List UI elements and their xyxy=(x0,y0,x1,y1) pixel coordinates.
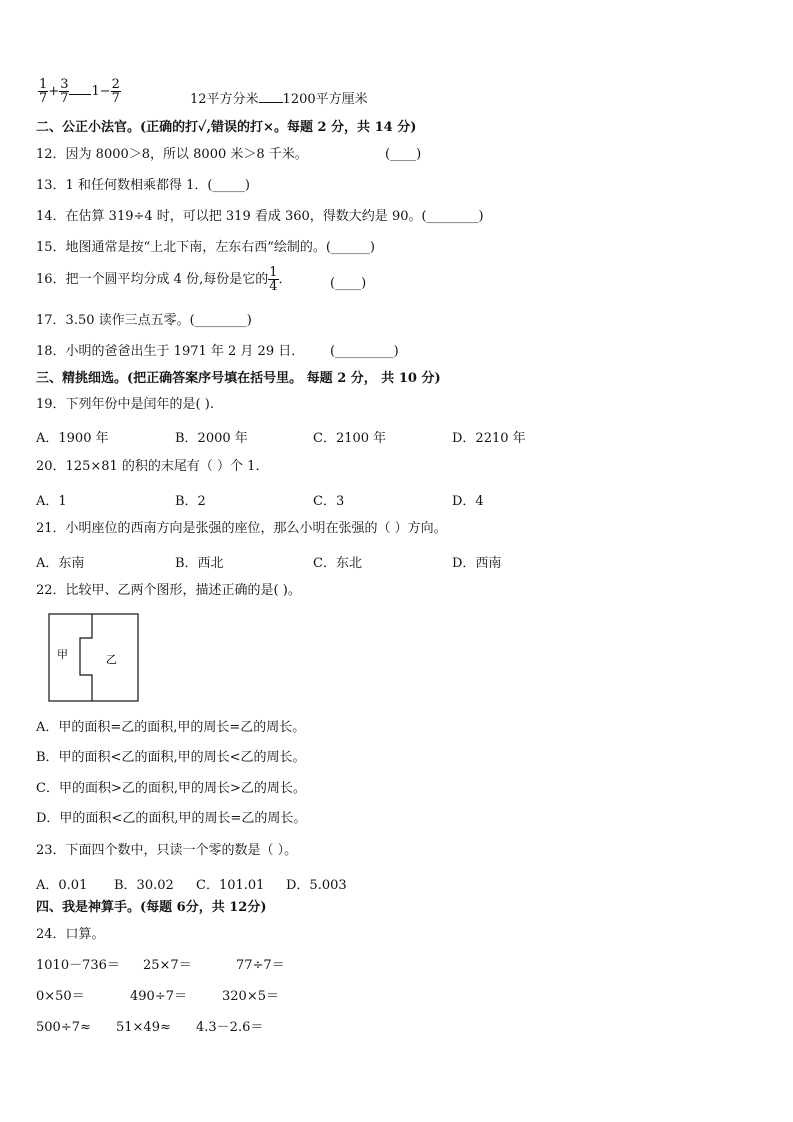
option-d[interactable]: D．西南 xyxy=(452,556,502,571)
answer-paren-18[interactable]: (_________) xyxy=(330,344,399,359)
option-c[interactable]: C．东北 xyxy=(313,556,362,571)
figure-divider xyxy=(80,614,92,701)
fraction-1-7: $\frac{1}{7}$ xyxy=(39,77,48,106)
answer-paren-16[interactable]: (____) xyxy=(330,276,367,291)
question-20: 20．125×81 的积的末尾有（ ）个 1． xyxy=(36,459,269,474)
option-b[interactable]: B．2000 年 xyxy=(175,431,248,446)
question-17: 17．3.50 读作三点五零。(________) xyxy=(36,313,252,328)
mental-math-item: 320×5＝ xyxy=(222,989,279,1004)
mental-math-item: 25×7＝ xyxy=(143,958,192,973)
shape-figure xyxy=(48,613,140,703)
fraction-3-7: $\frac{3}{7}$ xyxy=(60,77,69,106)
option-b[interactable]: B．甲的面积<乙的面积,甲的周长<乙的周长。 xyxy=(36,750,306,765)
question-18: 18．小明的爸爸出生于 1971 年 2 月 29 日． xyxy=(36,344,305,359)
question-23: 23．下面四个数中，只读一个零的数是（ ）。 xyxy=(36,843,298,858)
answer-blank[interactable] xyxy=(259,90,283,103)
option-c[interactable]: C．甲的面积>乙的面积,甲的周长>乙的周长。 xyxy=(36,781,306,796)
question-12: 12．因为 8000＞8，所以 8000 米＞8 千米。 xyxy=(36,147,308,162)
mental-math-item: 51×49≈ xyxy=(116,1020,171,1035)
plus-sign: + xyxy=(48,84,60,99)
option-d[interactable]: D．5.003 xyxy=(286,878,347,893)
option-d[interactable]: D．4 xyxy=(452,494,484,509)
fraction-2-7: $\frac{2}{7}$ xyxy=(111,77,120,106)
question-13: 13．1 和任何数相乘都得 1．(_____) xyxy=(36,178,250,193)
question-16: 16．把一个圆平均分成 4 份,每份是它的 $\frac{1}{4}$ ． xyxy=(36,265,292,294)
fraction-1-4: $\frac{1}{4}$ xyxy=(269,265,278,294)
figure-label-jia: 甲 xyxy=(57,648,68,661)
mental-math-item: 4.3－2.6＝ xyxy=(196,1020,264,1035)
option-a[interactable]: A．东南 xyxy=(36,556,85,571)
option-b[interactable]: B．2 xyxy=(175,494,206,509)
option-d[interactable]: D．甲的面积<乙的面积,甲的周长=乙的周长。 xyxy=(36,811,307,826)
mental-math-item: 490÷7＝ xyxy=(130,989,187,1004)
option-c[interactable]: C．101.01 xyxy=(196,878,265,893)
question-22: 22．比较甲、乙两个图形，描述正确的是( )。 xyxy=(36,583,301,598)
option-b[interactable]: B．西北 xyxy=(175,556,224,571)
option-a[interactable]: A．1900 年 xyxy=(36,431,109,446)
question-14: 14．在估算 319÷4 时，可以把 319 看成 360，得数大约是 90。(________) xyxy=(36,209,484,224)
mental-math-item: 77÷7＝ xyxy=(236,958,285,973)
option-a[interactable]: A．1 xyxy=(36,494,67,509)
answer-blank[interactable] xyxy=(69,82,91,95)
section-3-heading: 三、精挑细选。(把正确答案序号填在括号里。 每题 2 分， 共 10 分) xyxy=(36,371,441,386)
section-4-heading: 四、我是神算手。(每题 6分，共 12分) xyxy=(36,900,267,915)
one-minus: 1− xyxy=(91,84,111,99)
option-a[interactable]: A．0.01 xyxy=(36,878,88,893)
option-c[interactable]: C．3 xyxy=(313,494,345,509)
top-compare-row xyxy=(38,78,121,105)
section-2-heading: 二、公正小法官。(正确的打✓,错误的打×。每题 2 分，共 14 分) xyxy=(36,120,417,135)
mental-math-item: 500÷7≈ xyxy=(36,1020,91,1035)
option-a[interactable]: A．甲的面积=乙的面积,甲的周长=乙的周长。 xyxy=(36,720,306,735)
question-15: 15．地图通常是按“上北下南，左东右西”绘制的。(______) xyxy=(36,240,375,255)
question-21: 21．小明座位的西南方向是张强的座位，那么小明在张强的（ ）方向。 xyxy=(36,521,447,536)
question-19: 19．下列年份中是闰年的是( ). xyxy=(36,397,214,412)
option-c[interactable]: C．2100 年 xyxy=(313,431,387,446)
question-24: 24．口算。 xyxy=(36,927,105,942)
figure-label-yi: 乙 xyxy=(106,653,117,666)
mental-math-item: 1010－736＝ xyxy=(36,958,120,973)
mental-math-item: 0×50＝ xyxy=(36,989,85,1004)
option-d[interactable]: D．2210 年 xyxy=(452,431,526,446)
answer-paren-12[interactable]: (____) xyxy=(385,147,422,162)
area-compare-row: 12平方分米 1200平方厘米 xyxy=(190,92,368,107)
option-b[interactable]: B．30.02 xyxy=(114,878,174,893)
